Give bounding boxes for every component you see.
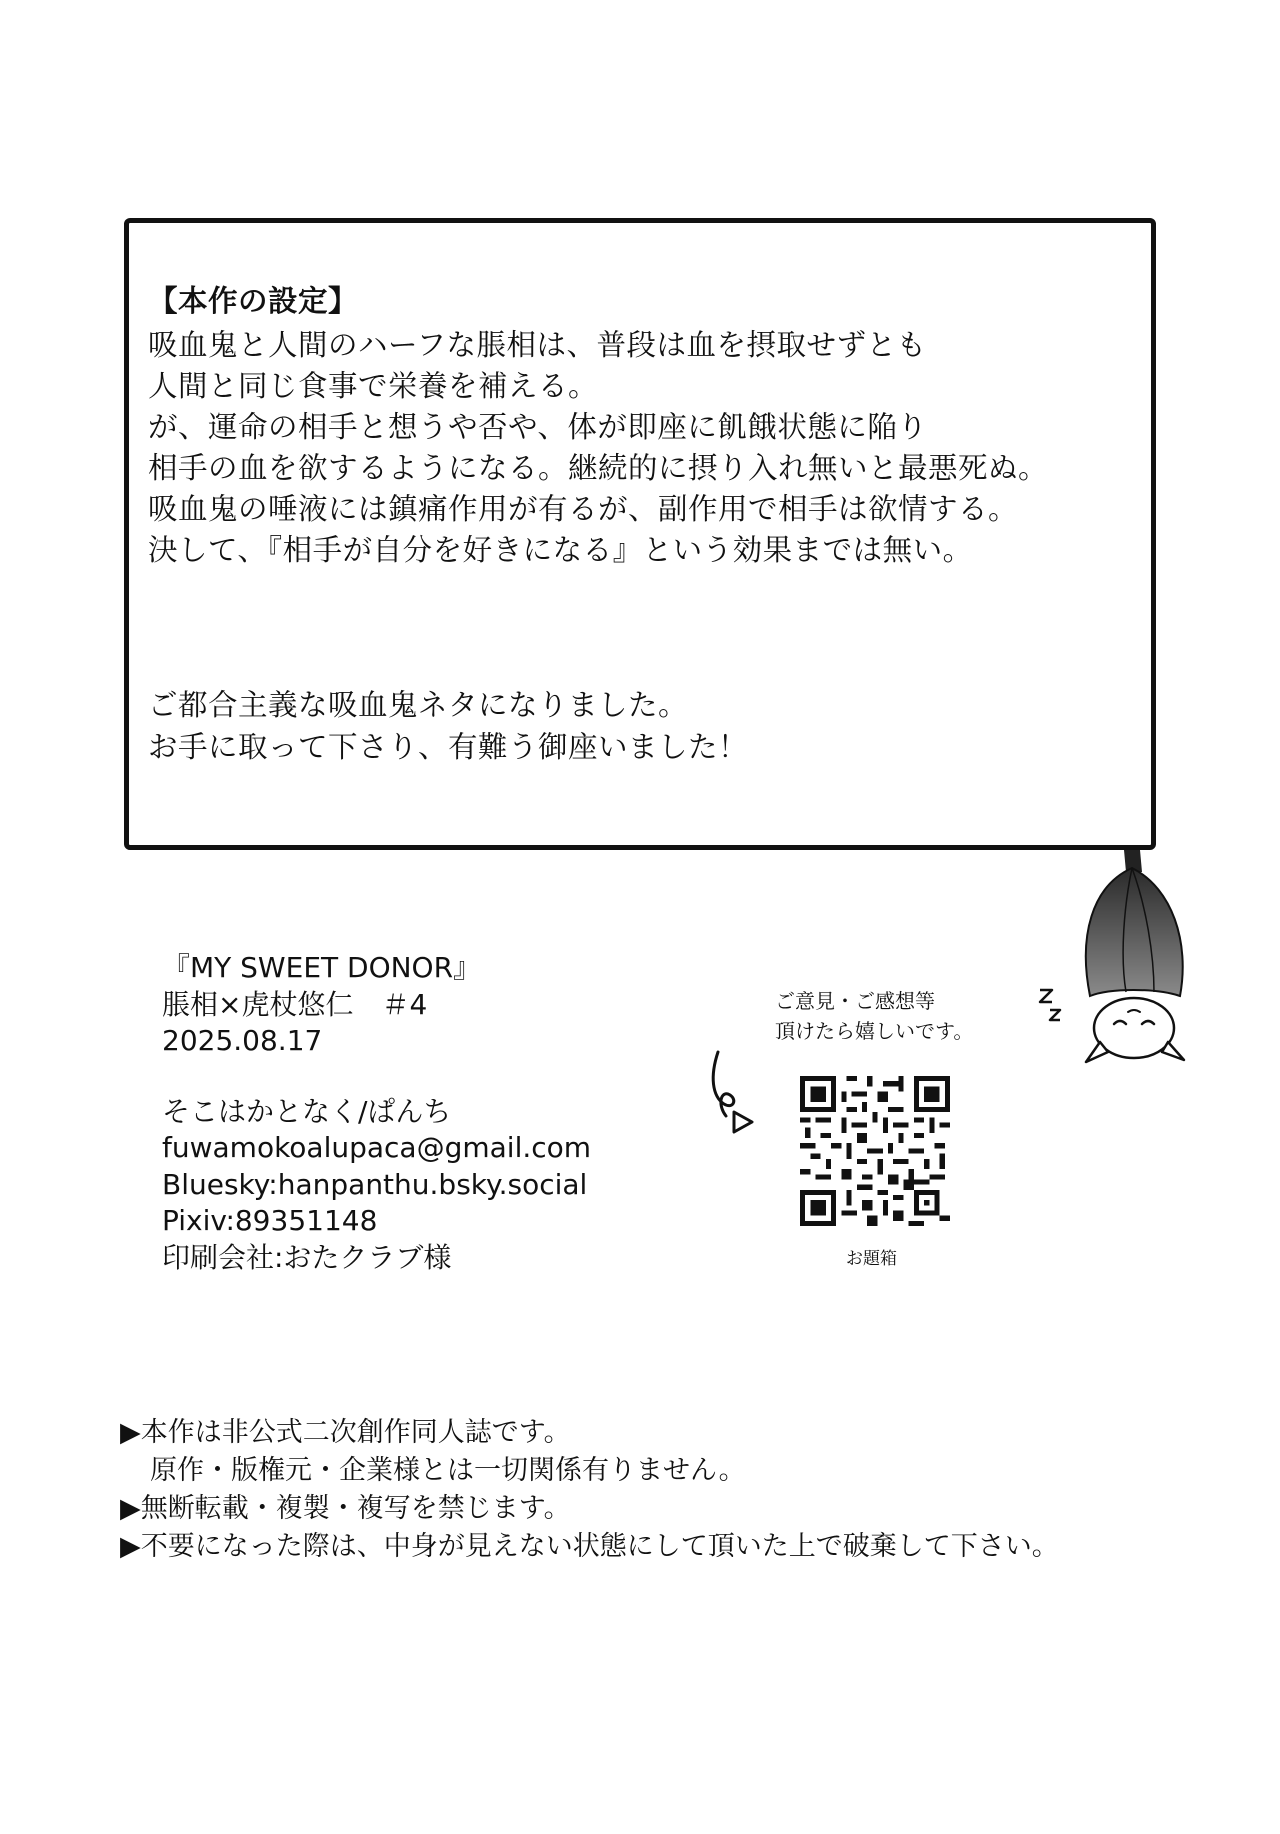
settings-line: 吸血鬼の唾液には鎮痛作用が有るが、副作用で相手は欲情する。	[148, 492, 1019, 526]
notes	[120, 1414, 1059, 1566]
email-link[interactable]: fuwamokoalupaca@gmail.com	[162, 1131, 592, 1164]
settings-line: 決して、『相手が自分を好きになる』という効果までは無い。	[148, 533, 973, 567]
bat-mascot-icon	[1070, 846, 1200, 1066]
feedback-caption	[775, 986, 973, 1046]
note-item: ▶不要になった際は、中身が見えない状態にして頂いた上で破棄して下さい。	[120, 1531, 1059, 1562]
qr-label: お題箱	[846, 1249, 897, 1269]
sleep-zz-icon	[1036, 986, 1068, 1030]
publish-date: 2025.08.17	[162, 1024, 323, 1057]
note-item: ▶本作は非公式二次創作同人誌です。	[120, 1417, 571, 1448]
note-item: ▶無断転載・複製・複写を禁じます。	[120, 1493, 571, 1524]
settings-line: 人間と同じ食事で栄養を補える。	[148, 369, 599, 403]
closing-line: お手に取って下さり、有難う御座いました！	[148, 730, 749, 764]
note-item: 原作・版権元・企業様とは一切関係有りません。	[150, 1455, 746, 1486]
feedback-caption-line: ご意見・ご感想等	[775, 989, 935, 1013]
closing-line: ご都合主義な吸血鬼ネタになりました。	[148, 688, 689, 722]
settings-heading: 【本作の設定】	[148, 284, 359, 318]
pairing: 脹相×虎杖悠仁 ＃4	[162, 987, 428, 1021]
colophon	[162, 950, 591, 1276]
settings-line: 吸血鬼と人間のハーフな脹相は、普段は血を摂取せずとも	[148, 328, 927, 362]
bluesky-link[interactable]: Bluesky:hanpanthu.bsky.social	[162, 1167, 588, 1201]
settings-line: 相手の血を欲するようになる。継続的に摂り入れ無いと最悪死ぬ。	[148, 451, 1049, 485]
settings-line: が、運命の相手と想うや否や、体が即座に飢餓状態に陥り	[148, 410, 928, 444]
printer: 印刷会社:おたクラブ様	[162, 1240, 452, 1274]
feedback-caption-line: 頂けたら嬉しいです。	[775, 1019, 974, 1043]
qr-code-icon[interactable]	[800, 1076, 950, 1226]
arrow-doodle-icon	[708, 1046, 760, 1136]
circle-name: そこはかとなく/ぱんち	[162, 1094, 452, 1128]
book-title: 『MY SWEET DONOR』	[162, 951, 482, 984]
pixiv-link[interactable]: Pixiv:89351148	[162, 1204, 378, 1237]
